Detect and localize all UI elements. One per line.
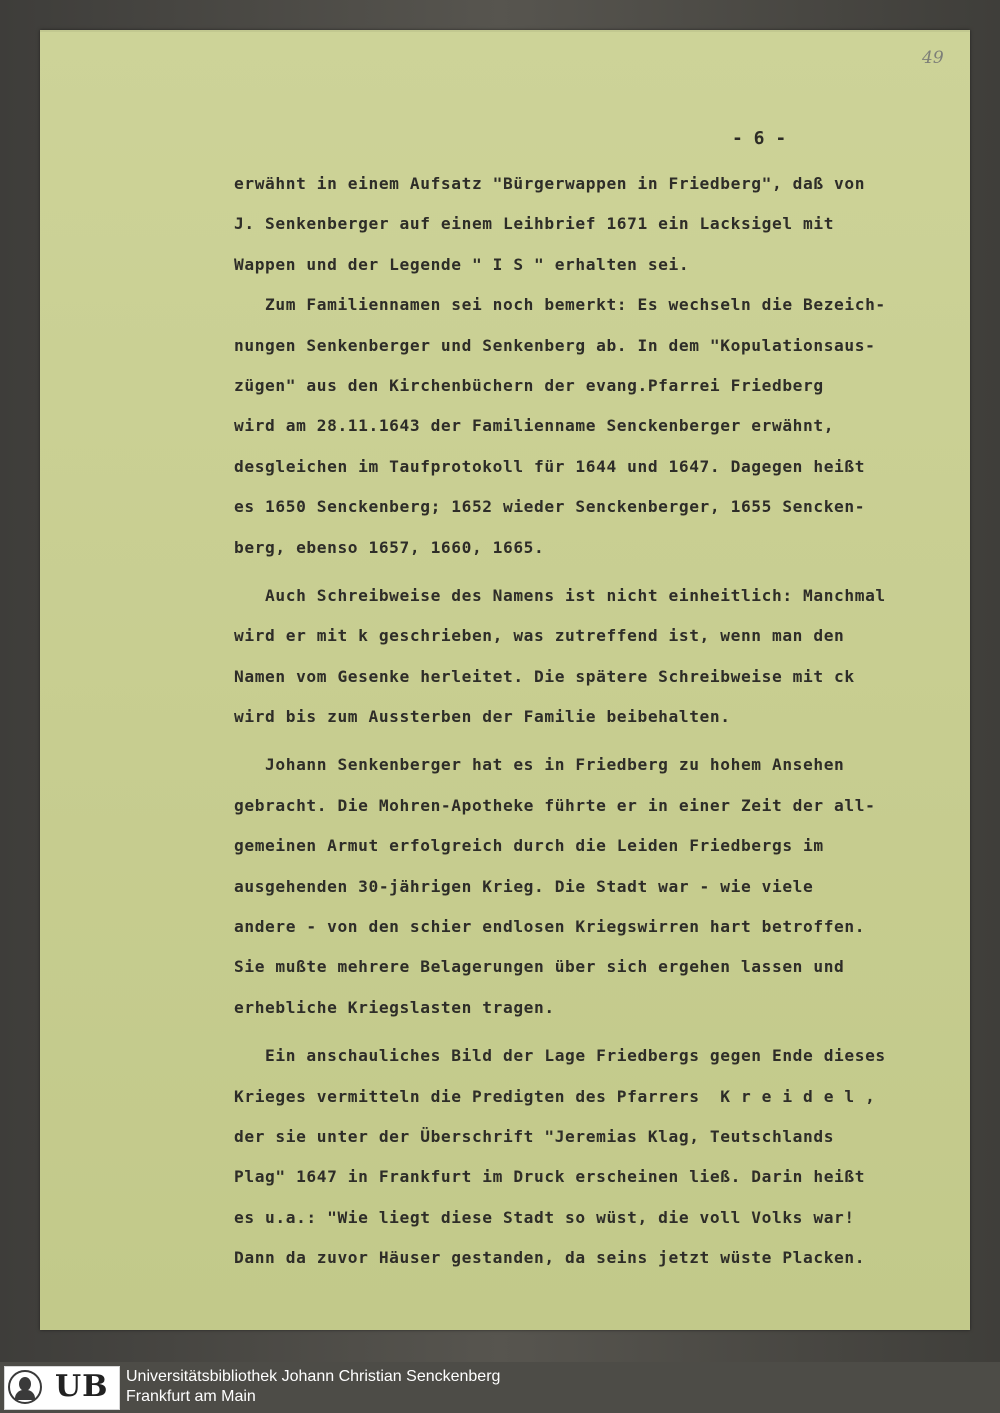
text-line: erwähnt in einem Aufsatz "Bürgerwappen in Friedberg", daß von: [234, 174, 866, 193]
paragraph: [234, 285, 954, 568]
text-line: es u.a.: "Wie liegt diese Stadt so wüst, die voll Volks war!: [234, 1207, 855, 1227]
text-line: Johann Senkenberger hat es in Friedberg zu hohem Ansehen: [234, 755, 845, 775]
portrait-medallion-icon: [8, 1370, 42, 1404]
text-line: desgleichen im Taufprotokoll für 1644 und 1647. Dagegen heißt: [234, 456, 866, 476]
institution-name: Universitätsbibliothek Johann Christian Senckenberg: [126, 1368, 501, 1385]
text-line: andere - von den schier endlosen Kriegswirren hart betroffen.: [234, 917, 866, 937]
paragraph: [234, 745, 954, 1028]
text-line: Wappen und der Legende " I S " erhalten sei.: [234, 254, 690, 274]
text-line: wird am 28.11.1643 der Familienname Senckenberger erwähnt,: [234, 416, 835, 436]
paragraph: [234, 164, 954, 285]
paragraph-gap: [234, 568, 954, 576]
text-line: wird er mit k geschrieben, was zutreffend ist, wenn man den: [234, 626, 845, 646]
paragraph: [234, 1036, 954, 1278]
text-line: wird bis zum Aussterben der Familie beibehalten.: [234, 707, 731, 727]
text-line: Zum Familiennamen sei noch bemerkt: Es wechseln die Bezeich-: [234, 295, 886, 315]
text-line: Auch Schreibweise des Namens ist nicht einheitlich: Manchmal: [234, 585, 886, 605]
typewritten-text: [234, 164, 954, 1279]
text-line: Plag" 1647 in Frankfurt im Druck erscheinen ließ. Darin heißt: [234, 1167, 866, 1187]
text-line: Dann da zuvor Häuser gestanden, da seins jetzt wüste Placken.: [234, 1248, 866, 1268]
text-line: zügen" aus den Kirchenbüchern der evang.Pfarrei Friedberg: [234, 375, 824, 395]
text-line: es 1650 Senckenberg; 1652 wieder Senckenberger, 1655 Sencken-: [234, 497, 866, 517]
text-line: Namen vom Gesenke herleitet. Die spätere Schreibweise mit ck: [234, 666, 855, 686]
text-line: J. Senkenberger auf einem Leihbrief 1671 ein Lacksigel mit: [234, 214, 835, 234]
ub-logo: [4, 1366, 120, 1410]
text-line: erhebliche Kriegslasten tragen.: [234, 997, 555, 1017]
document-page: [40, 30, 970, 1330]
text-line: gemeinen Armut erfolgreich durch die Leiden Friedbergs im: [234, 836, 824, 856]
text-line: Krieges vermitteln die Predigten des Pfarrers K r e i d e l ,: [234, 1086, 876, 1106]
paragraph-gap: [234, 1028, 954, 1036]
page-number: - 6 -: [732, 128, 787, 149]
text-line: berg, ebenso 1657, 1660, 1665.: [234, 537, 545, 557]
text-line: Sie mußte mehrere Belagerungen über sich ergehen lassen und: [234, 957, 845, 977]
archive-page-number: 49: [922, 48, 944, 68]
paper-edge: [40, 30, 970, 32]
text-line: gebracht. Die Mohren-Apotheke führte er in einer Zeit der all-: [234, 795, 876, 815]
text-line: der sie unter der Überschrift "Jeremias Klag, Teutschlands: [234, 1126, 835, 1146]
institution-location: Frankfurt am Main: [126, 1388, 256, 1405]
paragraph: [234, 576, 954, 738]
text-line: ausgehenden 30-jährigen Krieg. Die Stadt war - wie viele: [234, 876, 814, 896]
paragraph-gap: [234, 737, 954, 745]
text-line: Ein anschauliches Bild der Lage Friedbergs gegen Ende dieses: [234, 1046, 886, 1066]
logo-text: UB: [55, 1369, 109, 1404]
text-line: nungen Senkenberger und Senkenberg ab. In dem "Kopulationsaus-: [234, 335, 876, 355]
library-footer: [0, 1362, 1000, 1413]
